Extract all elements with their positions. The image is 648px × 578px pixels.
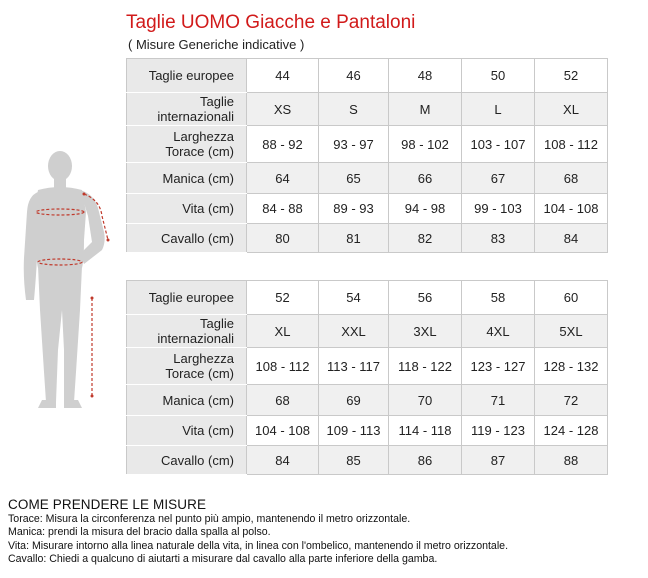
row-label-intl <box>127 93 247 126</box>
table-row-eu-sizes <box>127 59 608 93</box>
table-row-sleeve <box>127 385 608 416</box>
table-cell: XS <box>247 93 319 126</box>
table-cell: XXL <box>319 315 389 348</box>
table-cell: 114 - 118 <box>389 416 462 446</box>
table-row-sleeve <box>127 163 608 194</box>
table-cell: 70 <box>389 385 462 416</box>
table-cell: 58 <box>462 281 535 315</box>
table-cell: 56 <box>389 281 462 315</box>
table-cell: 84 <box>535 224 608 253</box>
table-cell: 48 <box>389 59 462 93</box>
table-cell: 108 - 112 <box>535 126 608 163</box>
row-label-waist: Vita (cm) <box>127 194 247 224</box>
table-cell: 64 <box>247 163 319 194</box>
howto-line-chest: Torace: Misura la circonferenza nel punto più ampio, mantenendo il metro orizzontale. <box>8 513 411 525</box>
row-label-intl-line1: Taglie <box>200 316 234 331</box>
table-cell: 104 - 108 <box>535 194 608 224</box>
table-cell: 5XL <box>535 315 608 348</box>
table-cell: 99 - 103 <box>462 194 535 224</box>
table-row-eu-sizes <box>127 281 608 315</box>
table-cell: 60 <box>535 281 608 315</box>
table-cell: XL <box>535 93 608 126</box>
size-table-2 <box>126 280 608 475</box>
table-cell: 128 - 132 <box>535 348 608 385</box>
table-cell: 66 <box>389 163 462 194</box>
howto-instructions <box>8 513 508 566</box>
size-table-1 <box>126 58 608 253</box>
table-cell: M <box>389 93 462 126</box>
row-label-chest <box>127 348 247 385</box>
table-cell: 71 <box>462 385 535 416</box>
row-label-chest-line2: Torace (cm) <box>165 366 234 381</box>
howto-line-waist: Vita: Misurare intorno alla linea naturale della vita, in linea con l'ombelico, mantenendo il metro orizzontale. <box>8 539 509 552</box>
table-cell: 109 - 113 <box>319 416 389 446</box>
table-row-chest <box>127 348 608 385</box>
table-cell: 108 - 112 <box>247 348 319 385</box>
table-cell: 81 <box>319 224 389 253</box>
row-label-eu: Taglie europee <box>127 281 247 315</box>
table-cell: 50 <box>462 59 535 93</box>
table-cell: 52 <box>247 281 319 315</box>
table-cell: 84 - 88 <box>247 194 319 224</box>
howto-heading: COME PRENDERE LE MISURE <box>8 497 207 512</box>
table-cell: 72 <box>535 385 608 416</box>
table-cell: 118 - 122 <box>389 348 462 385</box>
table-cell: 67 <box>462 163 535 194</box>
table-cell: 86 <box>389 446 462 475</box>
table-cell: 46 <box>319 59 389 93</box>
table-cell: 104 - 108 <box>247 416 319 446</box>
row-label-chest-line1: Larghezza <box>173 129 234 144</box>
table-cell: 68 <box>247 385 319 416</box>
table-cell: S <box>319 93 389 126</box>
body-silhouette-figure <box>18 150 123 415</box>
table-cell: 4XL <box>462 315 535 348</box>
table-cell: 44 <box>247 59 319 93</box>
table-row-intl-sizes <box>127 315 608 348</box>
table-cell: 119 - 123 <box>462 416 535 446</box>
row-label-inseam: Cavallo (cm) <box>127 224 247 253</box>
table-cell: 52 <box>535 59 608 93</box>
table-row-waist <box>127 194 608 224</box>
table-cell: 68 <box>535 163 608 194</box>
table-row-inseam <box>127 446 608 475</box>
table-cell: 87 <box>462 446 535 475</box>
table-cell: 85 <box>319 446 389 475</box>
row-label-intl <box>127 315 247 348</box>
table-cell: 124 - 128 <box>535 416 608 446</box>
page-subtitle: ( Misure Generiche indicative ) <box>128 37 305 52</box>
page-title: Taglie UOMO Giacche e Pantaloni <box>126 12 416 33</box>
table-cell: 103 - 107 <box>462 126 535 163</box>
table-cell: 88 <box>535 446 608 475</box>
table-cell: 69 <box>319 385 389 416</box>
row-label-chest-line2: Torace (cm) <box>165 144 234 159</box>
table-cell: 123 - 127 <box>462 348 535 385</box>
table-cell: 82 <box>389 224 462 253</box>
row-label-intl-line2: internazionali <box>157 331 234 346</box>
row-label-intl-line2: internazionali <box>157 109 234 124</box>
row-label-sleeve: Manica (cm) <box>127 163 247 194</box>
table-cell: 65 <box>319 163 389 194</box>
table-cell: 84 <box>247 446 319 475</box>
row-label-chest-line1: Larghezza <box>173 351 234 366</box>
table-row-waist <box>127 416 608 446</box>
table-cell: XL <box>247 315 319 348</box>
table-cell: 94 - 98 <box>389 194 462 224</box>
row-label-eu: Taglie europee <box>127 59 247 93</box>
table-cell: 93 - 97 <box>319 126 389 163</box>
table-cell: 113 - 117 <box>319 348 389 385</box>
table-row-inseam <box>127 224 608 253</box>
table-cell: 89 - 93 <box>319 194 389 224</box>
row-label-waist: Vita (cm) <box>127 416 247 446</box>
table-cell: L <box>462 93 535 126</box>
howto-line-inseam: Cavallo: Chiedi a qualcuno di aiutarti a misurare dal cavallo alla parte inferiore della gamba. <box>8 552 438 565</box>
table-row-intl-sizes <box>127 93 608 126</box>
row-label-inseam: Cavallo (cm) <box>127 446 247 475</box>
row-label-intl-line1: Taglie <box>200 94 234 109</box>
row-label-chest <box>127 126 247 163</box>
table-row-chest <box>127 126 608 163</box>
table-cell: 88 - 92 <box>247 126 319 163</box>
table-cell: 98 - 102 <box>389 126 462 163</box>
table-cell: 54 <box>319 281 389 315</box>
table-cell: 83 <box>462 224 535 253</box>
table-cell: 3XL <box>389 315 462 348</box>
howto-line-sleeve: Manica: prendi la misura del bracio dalla spalla al polso. <box>8 526 271 539</box>
row-label-sleeve: Manica (cm) <box>127 385 247 416</box>
table-cell: 80 <box>247 224 319 253</box>
